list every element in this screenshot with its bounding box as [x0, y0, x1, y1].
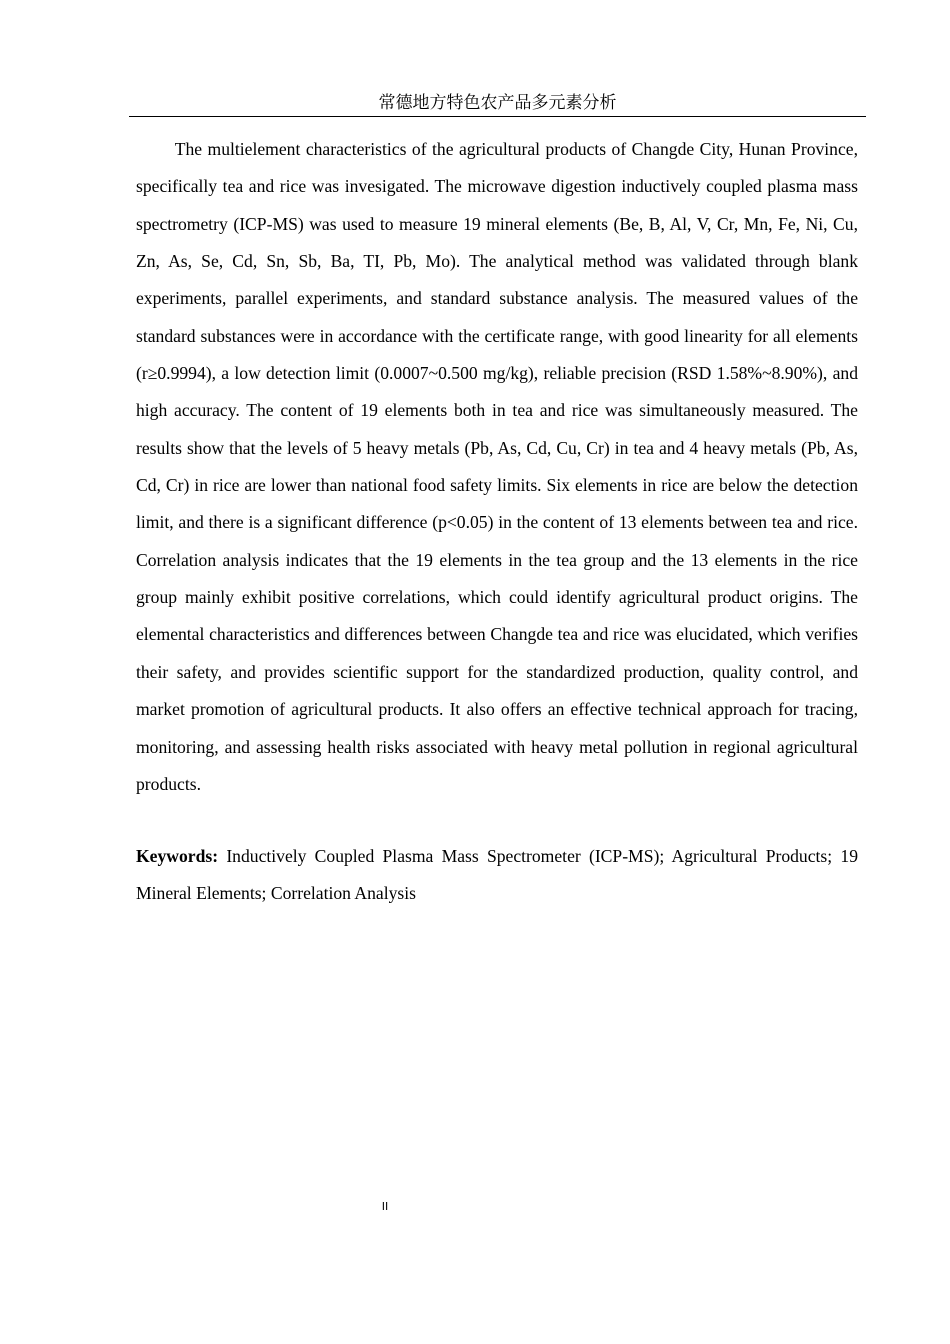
abstract-paragraph: The multielement characteristics of the agricultural products of Changde City, Hunan Province, specifically tea and rice was invesigated. The microwave digestion inductively coupled plasma mass spectrometry (ICP-MS) was used to measure 19 mineral elements (Be, B, Al, V, Cr, Mn, Fe, Ni, Cu, Zn, As, Se, Cd, Sn, Sb, Ba, TI, Pb, Mo). The analytical method was validated through blank experiments, parallel experiments, and standard substance analysis. The measured values of the standard substances were in accordance with the certificate range, with good linearity for all elements (r≥0.9994), a low detection limit (0.0007~0.500 mg/kg), reliable precision (RSD 1.58%~8.90%), and high accuracy. The content of 19 elements both in tea and rice was simultaneously measured. The results show that the levels of 5 heavy metals (Pb, As, Cd, Cu, Cr) in tea and 4 heavy metals (Pb, As, Cd, Cr) in rice are lower than national food safety limits. Six elements in rice are below the detection limit, and there is a significant difference (p<0.05) in the content of 13 elements between tea and rice. Correlation analysis indicates that the 19 elements in the tea group and the 13 elements in the rice group mainly exhibit positive correlations, which could identify agricultural product origins. The elemental characteristics and differences between Changde tea and rice was elucidated, which verifies their safety, and provides scientific support for the standardized production, quality control, and market promotion of agricultural products. It also offers an effective technical approach for tracing, monitoring, and assessing health risks associated with heavy metal pollution in regional agricultural products.: [136, 139, 858, 794]
running-header: 常德地方特色农产品多元素分析: [129, 90, 866, 117]
page-number: II: [381, 1200, 389, 1213]
keywords-label: Keywords:: [136, 846, 219, 866]
keywords-paragraph: [136, 838, 858, 913]
keywords-text: Inductively Coupled Plasma Mass Spectrometer (ICP-MS); Agricultural Products; 19 Mineral Elements; Correlation Analysis: [136, 846, 858, 904]
